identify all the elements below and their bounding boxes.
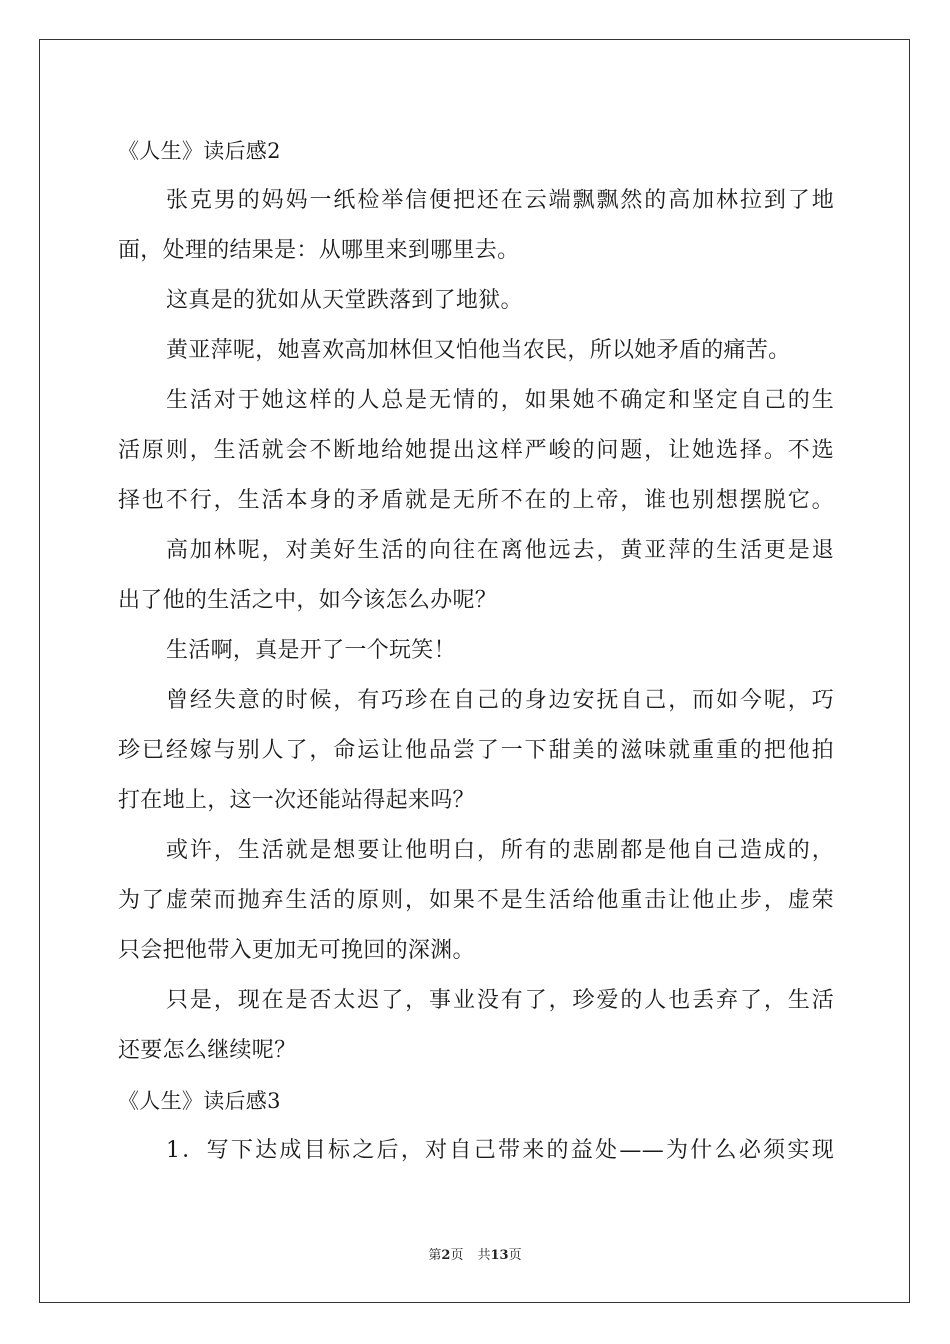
paragraph-line: 生活对于她这样的人总是无情的，如果她不确定和坚定自己的生 bbox=[166, 388, 834, 413]
paragraph-line: 黄亚萍呢，她喜欢高加林但又怕他当农民，所以她矛盾的痛苦。 bbox=[166, 338, 791, 363]
current-page-number: 2 bbox=[441, 1248, 451, 1263]
paragraph-line: 这真是的犹如从天堂跌落到了地狱。 bbox=[166, 288, 523, 313]
paragraph-line: 高加林呢，对美好生活的向往在离他远去，黄亚萍的生活更是退 bbox=[166, 538, 834, 563]
paragraph-line: 打在地上，这一次还能站得起来吗？ bbox=[118, 788, 475, 813]
total-page-count: 13 bbox=[490, 1248, 509, 1263]
section-heading-3: 《人生》读后感3 bbox=[118, 1089, 281, 1113]
total-prefix: 共 bbox=[477, 1248, 491, 1263]
paragraph-line: 为了虚荣而抛弃生活的原则，如果不是生活给他重击让他止步，虚荣 bbox=[118, 888, 834, 913]
paragraph-line: 1．写下达成目标之后，对自己带来的益处——为什么必须实现 bbox=[166, 1138, 834, 1163]
page-suffix: 页 bbox=[450, 1248, 464, 1263]
paragraph-line: 张克男的妈妈一纸检举信便把还在云端飘飘然的高加林拉到了地 bbox=[166, 188, 834, 213]
paragraph-line: 活原则，生活就会不断地给她提出这样严峻的问题，让她选择。不选 bbox=[118, 438, 834, 463]
paragraph-line: 曾经失意的时候，有巧珍在自己的身边安抚自己，而如今呢，巧 bbox=[166, 688, 834, 713]
paragraph-line: 择也不行，生活本身的矛盾就是无所不在的上帝，谁也别想摆脱它。 bbox=[118, 488, 834, 513]
paragraph-line: 珍已经嫁与别人了，命运让他品尝了一下甜美的滋味就重重的把他拍 bbox=[118, 738, 834, 763]
paragraph-line: 出了他的生活之中，如今该怎么办呢？ bbox=[118, 588, 498, 613]
paragraph-line: 还要怎么继续呢？ bbox=[118, 1038, 297, 1063]
paragraph-line: 或许，生活就是想要让他明白，所有的悲剧都是他自己造成的， bbox=[166, 838, 834, 863]
section-heading-2: 《人生》读后感2 bbox=[118, 139, 281, 163]
paragraph-line: 只会把他带入更加无可挽回的深渊。 bbox=[118, 938, 475, 963]
page-prefix: 第 bbox=[428, 1248, 442, 1263]
total-suffix: 页 bbox=[508, 1248, 522, 1263]
paragraph-line: 面，处理的结果是：从哪里来到哪里去。 bbox=[118, 238, 520, 263]
paragraph-line: 只是，现在是否太迟了，事业没有了，珍爱的人也丢弃了，生活 bbox=[166, 988, 834, 1013]
document-body bbox=[118, 126, 834, 1176]
page-footer bbox=[0, 1244, 950, 1263]
paragraph-line: 生活啊，真是开了一个玩笑！ bbox=[166, 638, 456, 663]
